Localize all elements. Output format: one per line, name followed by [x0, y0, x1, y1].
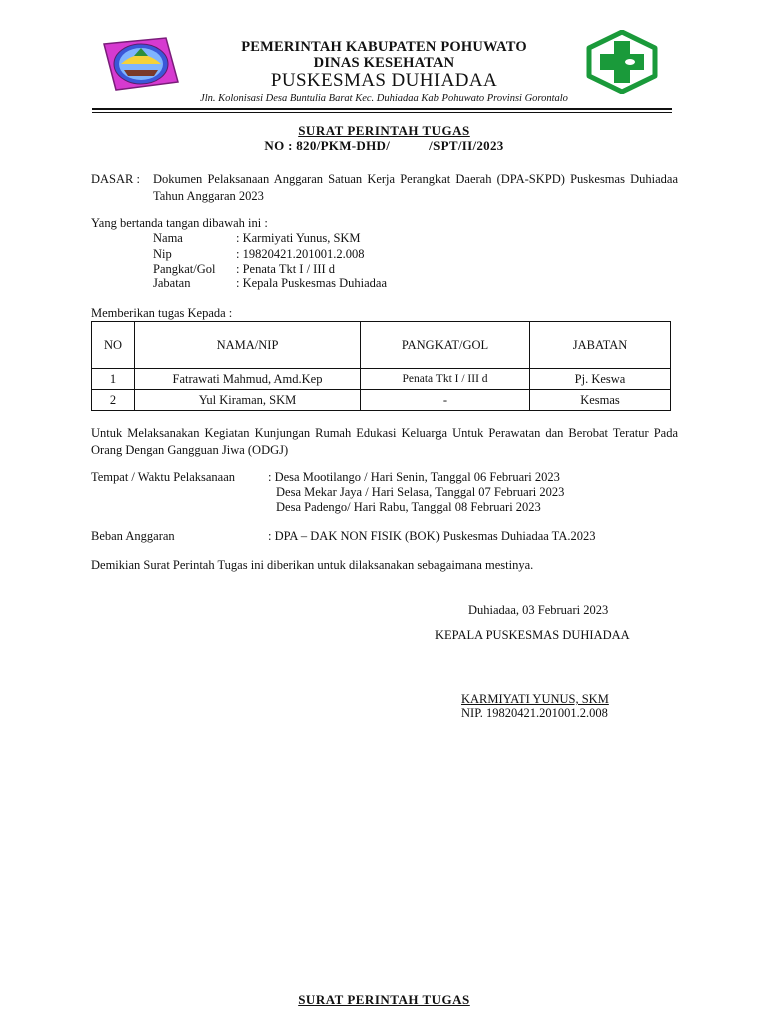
next-page-title: SURAT PERINTAH TUGAS: [298, 992, 470, 1007]
assign-intro: Memberikan tugas Kepada :: [91, 306, 233, 320]
budget-label: Beban Anggaran: [91, 529, 175, 543]
signature-name: KARMIYATI YUNUS, SKM: [461, 692, 609, 706]
letter-number: NO : 820/PKM-DHD/ /SPT/II/2023: [264, 138, 504, 153]
table-header-no: NO: [92, 322, 135, 369]
table-cell-rank: -: [361, 390, 530, 411]
header-department: DINAS KESEHATAN: [313, 55, 455, 71]
purpose-text: Untuk Melaksanakan Kegiatan Kunjungan Rumah Edukasi Keluarga Untuk Perawatan dan Berobat Teratur Pada Orang Dengan Gangguan Jiwa (ODGJ): [91, 426, 678, 457]
schedule-item-1: : Desa Mootilango / Hari Senin, Tanggal 06 Februari 2023: [268, 470, 560, 484]
table-cell-name: Fatrawati Mahmud, Amd.Kep: [135, 369, 361, 390]
header-institution: PUSKESMAS DUHIADAA: [270, 70, 498, 91]
table-header-row: [92, 322, 671, 369]
signature-position: KEPALA PUSKESMAS DUHIADAA: [435, 628, 630, 642]
table-row: [92, 390, 671, 411]
header-address: Jln. Kolonisasi Desa Buntulia Barat Kec. Duhiadaa Kab Pohuwato Provinsi Gorontalo: [200, 93, 568, 104]
signer-rank-label: Pangkat/Gol: [153, 262, 216, 276]
signer-nip-value: : 19820421.201001.2.008: [236, 247, 365, 261]
table-cell-name: Yul Kiraman, SKM: [135, 390, 361, 411]
assignment-table: [91, 321, 671, 411]
letter-title: SURAT PERINTAH TUGAS: [298, 123, 470, 138]
signer-intro: Yang bertanda tangan dibawah ini :: [91, 216, 268, 230]
table-header-rank: PANGKAT/GOL: [361, 322, 530, 369]
closing-text: Demikian Surat Perintah Tugas ini diberikan untuk dilaksanakan sebagaimana mestinya.: [91, 558, 534, 572]
signer-position-value: : Kepala Puskesmas Duhiadaa: [236, 276, 388, 290]
table-row: [92, 369, 671, 390]
table-cell-rank: Penata Tkt I / III d: [361, 369, 530, 390]
header-government: PEMERINTAH KABUPATEN POHUWATO: [241, 39, 527, 55]
schedule-item-3: Desa Padengo/ Hari Rabu, Tanggal 08 Februari 2023: [276, 500, 541, 514]
dasar-label: DASAR :: [91, 172, 140, 186]
header-rule-thin: [92, 112, 672, 113]
table-cell-no: 1: [92, 369, 135, 390]
schedule-label: Tempat / Waktu Pelaksanaan: [91, 470, 236, 484]
signer-nip-label: Nip: [153, 247, 172, 261]
dasar-text: Dokumen Pelaksanaan Anggaran Satuan Kerja Perangkat Daerah (DPA-SKPD) Puskesmas Duhiadaa Tahun Anggaran 2023: [153, 172, 678, 203]
header-rule-thick: [92, 108, 672, 110]
table-header-position: JABATAN: [530, 322, 671, 369]
signer-name-value: : Karmiyati Yunus, SKM: [236, 231, 361, 245]
table-header-name: NAMA/NIP: [135, 322, 361, 369]
signature-place-date: Duhiadaa, 03 Februari 2023: [468, 603, 609, 617]
signer-position-label: Jabatan: [153, 276, 191, 290]
budget-value: : DPA – DAK NON FISIK (BOK) Puskesmas Duhiadaa TA.2023: [268, 529, 596, 543]
table-cell-position: Pj. Keswa: [530, 369, 671, 390]
table-cell-no: 2: [92, 390, 135, 411]
signature-nip: NIP. 19820421.201001.2.008: [461, 706, 608, 720]
signer-rank-value: : Penata Tkt I / III d: [236, 262, 336, 276]
table-cell-position: Kesmas: [530, 390, 671, 411]
schedule-item-2: Desa Mekar Jaya / Hari Selasa, Tanggal 07 Februari 2023: [276, 485, 565, 499]
signer-name-label: Nama: [153, 231, 183, 245]
